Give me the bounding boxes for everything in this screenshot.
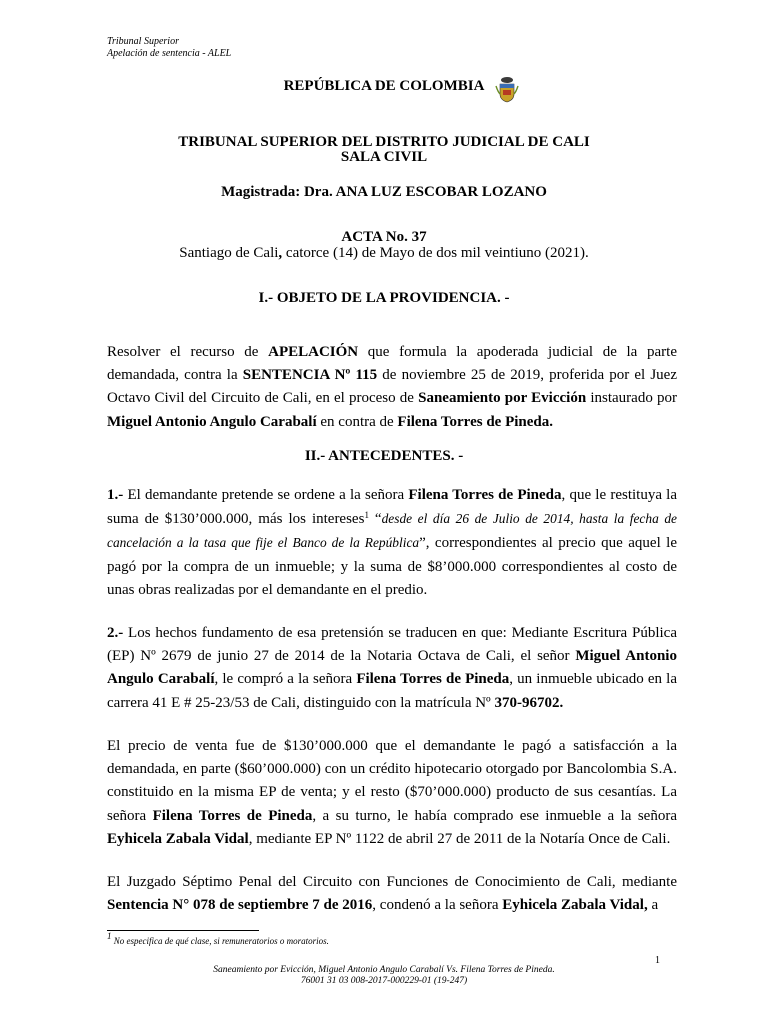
tribunal-title: TRIBUNAL SUPERIOR DEL DISTRITO JUDICIAL DE CALI — [178, 134, 590, 150]
bold-text: Sentencia N° 078 de septiembre 7 de 2016 — [107, 897, 373, 914]
text: Los hechos fundamento de esa pretensión se traducen en que: Mediante Escritura Pública (EP) Nº 2679 de junio 27 de 2014 de la Notaria Octava de Cali, el señor — [107, 625, 677, 665]
footer-line-1: Saneamiento por Evicción, Miguel Antonio Angulo Carabalí Vs. Filena Torres de Pineda. — [213, 965, 555, 975]
place-date: catorce (14) de Mayo de dos mil veintiuno (2021). — [282, 245, 589, 261]
running-header — [107, 36, 231, 60]
text: , le compró a la señora — [214, 671, 357, 688]
place-comma: , — [278, 245, 283, 261]
bold-text: Filena Torres de Pineda — [356, 671, 510, 688]
place-date-line — [0, 245, 768, 262]
bold-text: Filena Torres de Pineda. — [397, 413, 553, 430]
paragraph-antecedente-1 — [107, 484, 677, 602]
coat-of-arms-icon — [494, 74, 520, 104]
bold-text: SENTENCIA Nº 115 — [242, 367, 378, 384]
text: a — [647, 897, 659, 914]
bold-text: Filena Torres de Pineda — [408, 487, 562, 503]
quoted-text: desde el día 26 de Julio de 2014, hasta la fecha de cancelación a la tasa que fije el Banco de la República — [107, 511, 677, 551]
text: , un inmueble ubicado en la carrera 41 E # 25-23/53 de Cali, distinguido con la matrícula Nº — [107, 671, 677, 711]
text: “ — [368, 511, 382, 528]
paragraph-juzgado — [107, 871, 677, 917]
bold-text: Saneamiento por Evicción — [418, 390, 587, 407]
footnote-number: 1 — [107, 931, 112, 941]
header-line-2: Apelación de sentencia - ALEL — [107, 48, 232, 59]
text: , a su turno, le había comprado ese inmueble a la señora — [312, 807, 677, 824]
header-line-1: Tribunal Superior — [107, 36, 179, 47]
text: El demandante pretende se ordene a la señora — [123, 487, 409, 503]
paragraph-antecedente-2 — [107, 622, 677, 715]
text: El Juzgado Séptimo Penal del Circuito con Funciones de Conocimiento de Cali, mediante — [107, 874, 677, 890]
bold-text: 370-96702. — [494, 694, 564, 711]
bold-text: Miguel Antonio Angulo Carabalí — [107, 413, 317, 430]
magistrada-line: Magistrada: Dra. ANA LUZ ESCOBAR LOZANO — [221, 184, 547, 200]
bold-text: Eyhicela Zabala Vidal, — [502, 897, 648, 914]
text: , condenó a la señora — [372, 897, 503, 914]
page-number: 1 — [655, 955, 660, 966]
text: que formula la apoderada judicial de la parte demandada, contra la — [107, 344, 677, 384]
paragraph-number: 1.- — [107, 487, 124, 503]
paragraph-number: 2.- — [107, 625, 124, 641]
bold-text: APELACIÓN — [268, 344, 359, 360]
paragraph-objeto — [107, 341, 677, 434]
footnote-text: No especifica de qué clase, si remuneratorios o moratorios. — [111, 936, 329, 946]
text: ”, correspondientes al precio que aquel le pagó por la compra de un inmueble; y la suma de $8’000.000 correspondientes al costo de unas obras realizadas por el demandante en el predio. — [107, 535, 677, 598]
footnote-separator — [107, 930, 259, 931]
paragraph-precio — [107, 735, 677, 851]
footnote — [107, 931, 329, 946]
bold-text: Miguel Antonio Angulo Carabalí — [107, 648, 677, 688]
footer-line-2: 76001 31 03 008-2017-000229-01 (19-247) — [300, 976, 468, 986]
bold-text: Eyhicela Zabala Vidal — [107, 830, 249, 847]
bold-text: Filena Torres de Pineda — [152, 807, 313, 824]
acta-number: ACTA No. 37 — [341, 229, 427, 245]
section-1-heading: I.- OBJETO DE LA PROVIDENCIA. - — [258, 290, 510, 306]
text: , mediante EP Nº 1122 de abril 27 de 2011 de la Notaría Once de Cali. — [248, 830, 671, 847]
republic-title: REPÚBLICA DE COLOMBIA — [283, 78, 485, 94]
text: , que le restituya la suma de $130’000.000, más los intereses — [107, 487, 677, 528]
text: instaurado por — [586, 390, 677, 407]
footnote-ref: 1 — [364, 510, 369, 521]
place-city: Santiago de Cali — [179, 245, 279, 261]
section-2-heading: II.- ANTECEDENTES. - — [304, 448, 464, 464]
text: de noviembre 25 de 2019, proferida por el Juez Octavo Civil del Circuito de Cali, en el proceso de — [107, 367, 677, 407]
text: en contra de — [316, 413, 398, 430]
text: El precio de venta fue de $130’000.000 que el demandante le pagó a satisfacción a la demandada, en parte ($60’000.000) con un crédito hipotecario otorgado por Bancolombia S.A. constituido en la misma EP de venta; y el resto ($70’000.000) producto de sus cesantías. La señora — [107, 738, 677, 824]
sala-title: SALA CIVIL — [340, 149, 428, 165]
text: Resolver el recurso de — [107, 344, 269, 360]
